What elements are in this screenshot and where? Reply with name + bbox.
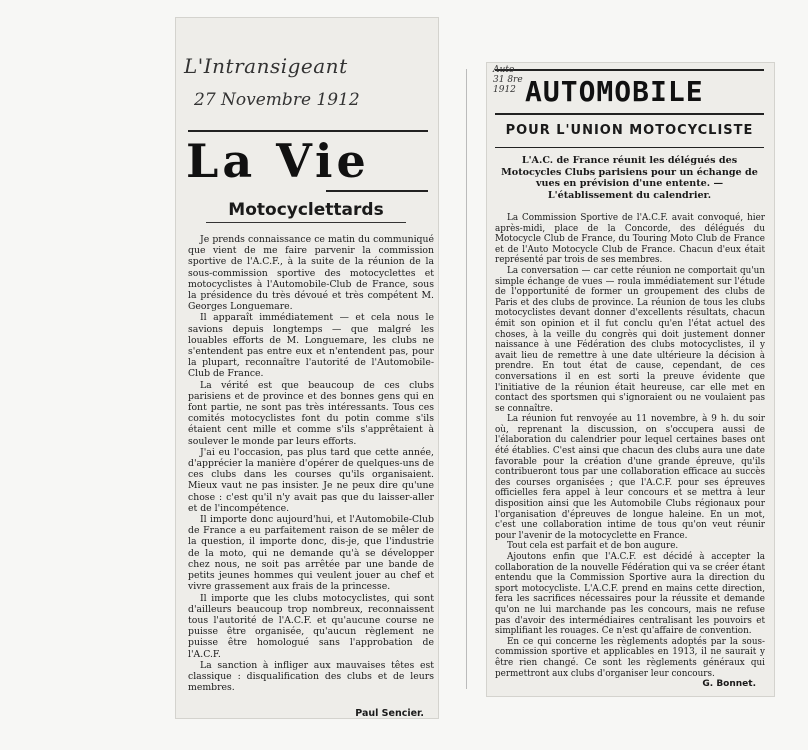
section-title: AUTOMOBILE xyxy=(525,75,704,108)
paragraph: En ce qui concerne les règlements adoptés par la sous-commission sportive et applicables en 1913, il ne saurait y être rien changé. Ce sont les règlements généraux qui permettront aux clubs d'organiser leur concours. xyxy=(495,636,765,679)
paragraph: La vérité est que beaucoup de ces clubs parisiens et de province et des bonnes gens qui en font partie, ne sont pas très intéressants. Tous ces comités motocyclistes font du potin comme s'ils étaient cent mille et comme s'ils s'apprêtaient à soulever le monde par leurs efforts. xyxy=(188,379,434,447)
handwritten-date: 27 Novembre 1912 xyxy=(194,90,360,110)
paragraph: Je prends connaissance ce matin du communiqué que vient de me faire parvenir la commission sportive de l'A.C.F., à la suite de la réunion de la sous-commission sportive des motocyclettes et motocyclistes à l'Automobile-Club de France, sous la présidence du très dévoué et très compétent M. Georges Longuemare. xyxy=(188,234,434,313)
header-rule xyxy=(188,130,428,132)
header-rule xyxy=(495,147,764,148)
author-signature: Paul Sencier. xyxy=(355,708,424,718)
right-newspaper-clipping xyxy=(487,63,774,696)
paragraph: Il importe donc aujourd'hui, et l'Automobile-Club de France a eu parfaitement raison de se mêler de la question, il importe donc, dis-je, que l'industrie de la moto, qui ne demande qu'à se développer chez nous, ne soit pas arrêtée par une bande de petits jeunes hommes qui veulent jouer au chef et vivre grassement aux frais de la princesse. xyxy=(188,514,434,593)
header-rule xyxy=(326,190,428,192)
paragraph: Il apparaît immédiatement — et cela nous le savions depuis longtemps — que malgré les louables efforts de M. Longuemare, les clubs ne s'entendent pas entre eux et n'entendent pas, pour la plupart, reconnaître l'autorité de l'Automobile-Club de France. xyxy=(188,312,434,380)
header-rule xyxy=(495,113,764,115)
paragraph: La sanction à infliger aux mauvaises têtes est classique : disqualification des clubs et de leurs membres. xyxy=(188,659,434,694)
paragraph: La réunion fut renvoyée au 11 novembre, à 9 h. du soir où, reprenant la discussion, on s'occupera aussi de l'élaboration du calendrier pour lequel certaines bases ont été établies. C'est ainsi que chacun des clubs aura une date favorable pour la création d'une grande épreuve, qu'ils contribueront tous par une collaboration efficace au succès des courses organisées ; que l'A.C.F. pour ses épreuves officielles fera appel à leur concours et se mettra à leur disposition ainsi que les Automobile Clubs régionaux pour l'organisation d'épreuves de longue haleine. En un mot, c'est une collaboration intime de tous qu'on veut réunir pour l'avenir de la motocyclette en France. xyxy=(495,414,765,541)
paragraph: La conversation — car cette réunion ne comportait qu'un simple échange de vues — roula immédiatement sur l'étude de l'opportunité de former un groupement des clubs de Paris et des clubs de province. La réunion de tous les clubs motocyclistes devant donner d'excellents résultats, chacun émit son opinion et il fut conclu qu'en l'état actuel des choses, à la veille du congrès qui doit justement donner naissance à une Fédération des clubs motocyclistes, il y avait lieu de remettre à une date ultérieure la décision à prendre. En tout état de cause, cependant, de ces conversations il en est sorti la preuve évidente que l'initiative de la réunion était heureuse, car elle met en contact des sportsmen qui s'ignoraient ou ne voulaient pas se connaître. xyxy=(495,265,765,414)
paragraph: La Commission Sportive de l'A.C.F. avait convoqué, hier après-midi, place de la Concorde, des délégués du Motocycle Club de France, du Touring Moto Club de France et de l'Auto Motocycle Club de France. Chacun d'eux était représenté par trois de ses membres. xyxy=(495,213,765,266)
headline: POUR L'UNION MOTOCYCLISTE xyxy=(505,123,754,138)
paragraph: Il importe que les clubs motocyclistes, qui sont d'ailleurs beaucoup trop nombreux, reconnaissent tous l'autorité de l'A.C.F. et qu'aucune course ne puisse être organisée, qu'aucun règlement ne puisse être homologué sans l'approbation de l'A.C.F. xyxy=(188,592,434,660)
paragraph: J'ai eu l'occasion, pas plus tard que cette année, d'apprécier la manière d'opérer de quelques-uns de ces clubs dans les courses qu'ils organisaient. Mieux vaut ne pas insister. Je ne peux dire qu'une chose : c'est qu'il n'y avait pas que du laisser-aller et de l'incompétence. xyxy=(188,446,434,514)
handwritten-source: L'Intransigeant xyxy=(184,54,348,78)
author-signature: G. Bonnet. xyxy=(702,679,756,689)
paragraph: Ajoutons enfin que l'A.C.F. est décidé à accepter la collaboration de la nouvelle Fédération qui va se créer étant entendu que la Commission Sportive aura la direction du sport motocycliste. L'A.C.F. prend en mains cette direction, fera les sacrifices nécessaires pour la réussite et demande qu'on ne lui marchande pas les concours, mais ne refuse pas d'avoir des intermédiaires centralisant les pouvoirs et simplifiant les rouages. Ce n'est qu'affaire de convention. xyxy=(495,552,765,637)
subheadline: Motocyclettards xyxy=(206,200,406,223)
handwritten-note: Auto 31 8re 1912 xyxy=(493,65,523,95)
left-newspaper-clipping xyxy=(176,18,438,718)
header-rule xyxy=(495,69,764,71)
article-body xyxy=(188,234,434,693)
deck: L'A.C. de France réunit les délégués des Motocycles Clubs parisiens pour un échange de vues en prévision d'une entente. — L'établissement du calendrier. xyxy=(501,155,758,201)
divider xyxy=(466,69,467,689)
article-body xyxy=(495,213,765,679)
paragraph: Tout cela est parfait et de bon augure. xyxy=(507,541,679,552)
headline: La Vie xyxy=(186,134,370,188)
